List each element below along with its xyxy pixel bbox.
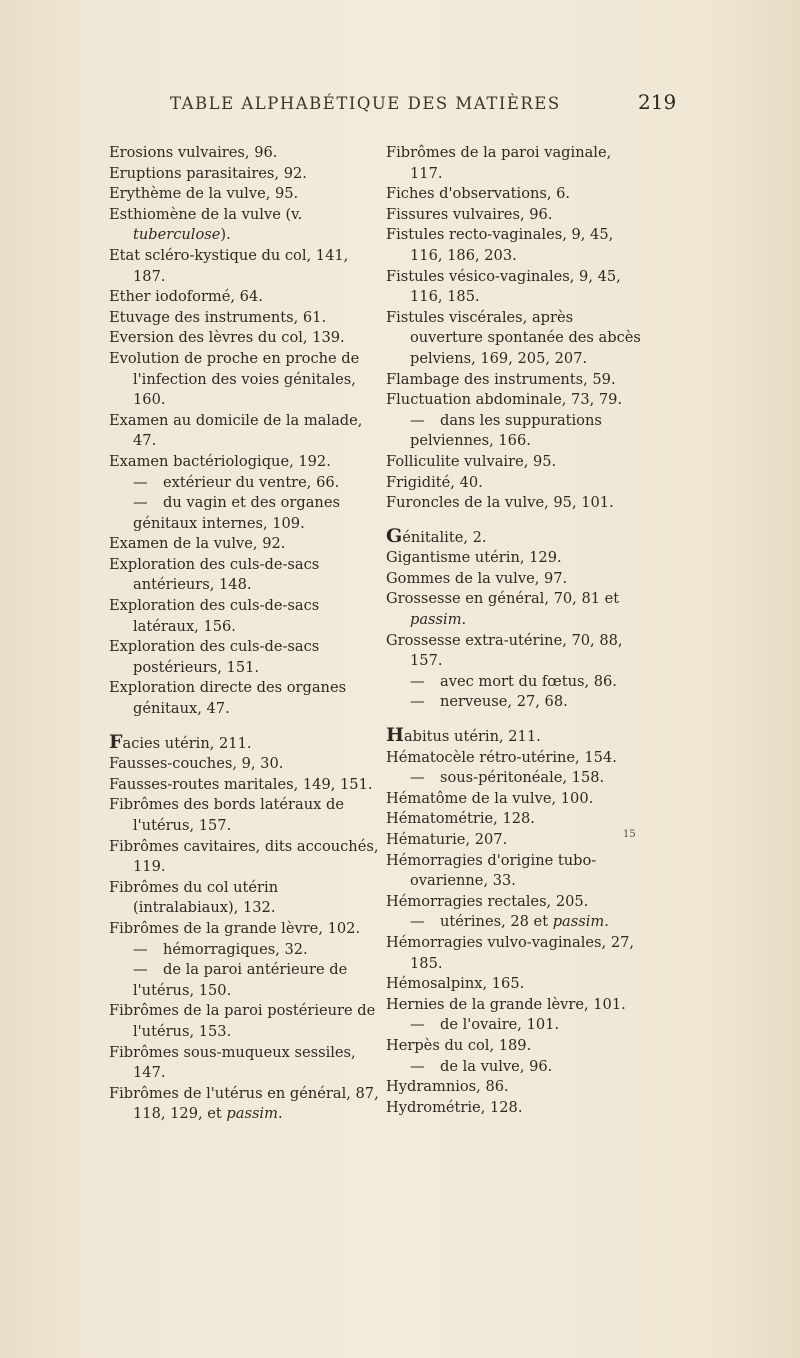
- index-subentry: [386, 672, 648, 693]
- index-entry: [386, 851, 648, 892]
- index-entry: [109, 1001, 384, 1042]
- index-entry: [386, 589, 648, 630]
- entry-text: avec mort du fœtus, 86.: [440, 672, 617, 690]
- index-subentry: [386, 1057, 648, 1078]
- page-number: 219: [638, 90, 677, 114]
- entry-italic: passim: [552, 913, 605, 931]
- index-entry: [109, 919, 384, 940]
- index-entry: [386, 892, 648, 913]
- entry-text-after: ).: [220, 226, 231, 244]
- index-entry: [109, 1084, 384, 1125]
- index-entry: [386, 1077, 648, 1098]
- entry-text: Gigantisme utérin, 129.: [386, 549, 562, 567]
- entry-text: Fibrômes de la paroi vaginale, 117.: [386, 144, 612, 182]
- running-header: TABLE ALPHABÉTIQUE DES MATIÈRES: [170, 94, 561, 113]
- entry-text: Fibrômes du col utérin (intralabiaux), 132.: [109, 878, 279, 917]
- index-entry: [109, 637, 384, 678]
- index-subentry: [386, 912, 648, 933]
- entry-text: Frigidité, 40.: [386, 473, 483, 491]
- entry-text: Examen au domicile de la malade, 47.: [109, 411, 363, 450]
- index-entry: [386, 205, 648, 226]
- entry-text: Grossesse extra-utérine, 70, 88, 157.: [386, 631, 623, 670]
- index-entry: [386, 789, 648, 810]
- index-entry: [109, 143, 384, 164]
- entry-text: Fistules vésico-vaginales, 9, 45, 116, 185.: [386, 267, 621, 306]
- index-subentry: [386, 768, 648, 789]
- index-subentry: [109, 473, 384, 494]
- section-initial: F: [109, 730, 123, 753]
- index-entry: [109, 555, 384, 596]
- index-column-right: [386, 143, 648, 1118]
- entry-text: Hématurie, 207.: [386, 831, 508, 848]
- entry-text: Etat scléro-kystique du col, 141, 187.: [109, 246, 349, 285]
- entry-text: Erythème de la vulve, 95.: [109, 185, 299, 203]
- index-entry: [386, 452, 648, 473]
- index-entry: [386, 748, 648, 769]
- entry-text: Exploration des culs-de-sacs latéraux, 156.: [109, 597, 320, 635]
- entry-text: Hernies de la grande lèvre, 101.: [386, 995, 626, 1013]
- entry-italic: passim: [226, 1105, 278, 1123]
- entry-text: de la paroi antérieure de l'utérus, 150.: [133, 961, 348, 999]
- entry-text: Hémorragies rectales, 205.: [386, 892, 589, 910]
- index-entry: [386, 995, 648, 1016]
- entry-text: du vagin et des organes génitaux internes, 109.: [133, 494, 340, 532]
- entry-text: Fissures vulvaires, 96.: [386, 205, 553, 223]
- entry-text: Hématocèle rétro-utérine, 154.: [386, 748, 617, 766]
- entry-text: Fibrômes sous-muqueux sessiles, 147.: [109, 1043, 356, 1082]
- entry-text: Fausses-routes maritales, 149, 151.: [109, 775, 373, 793]
- index-entry: [109, 754, 384, 775]
- entry-dash: —: [133, 940, 148, 958]
- entry-text: nerveuse, 27, 68.: [440, 693, 568, 711]
- entry-text: de l'ovaire, 101.: [440, 1016, 560, 1034]
- index-entry: [386, 225, 648, 266]
- entry-text: énitalite, 2.: [402, 528, 487, 546]
- index-subentry: [109, 493, 384, 534]
- section-initial: H: [386, 724, 404, 747]
- index-entry: [386, 631, 648, 672]
- index-entry: [386, 184, 648, 205]
- entry-text: Erosions vulvaires, 96.: [109, 144, 278, 161]
- entry-dash: —: [410, 913, 425, 931]
- index-entry: [109, 732, 384, 755]
- entry-dash: —: [133, 961, 148, 979]
- index-entry: [109, 452, 384, 473]
- entry-text: Hydramnios, 86.: [386, 1078, 509, 1096]
- index-entry: [109, 1043, 384, 1084]
- index-subentry: [386, 692, 648, 713]
- index-entry: [386, 308, 648, 370]
- index-column-left: [109, 143, 384, 1125]
- entry-text: Fibrômes de la paroi postérieure de l'utérus, 153.: [109, 1002, 376, 1040]
- entry-text: Esthiomène de la vulve (v.: [109, 205, 303, 223]
- index-entry: [386, 1036, 648, 1057]
- index-entry: [386, 390, 648, 411]
- entry-text: Hémosalpinx, 165.: [386, 975, 525, 993]
- entry-dash: —: [133, 473, 148, 491]
- index-subentry: [109, 960, 384, 1001]
- entry-dash: —: [410, 693, 425, 711]
- entry-dash: —: [410, 769, 425, 787]
- index-entry: [109, 878, 384, 919]
- entry-dash: —: [133, 494, 148, 512]
- index-entry: [386, 473, 648, 494]
- printer-signature: 15: [623, 829, 636, 840]
- entry-text: Fibrômes cavitaires, dits accouchés, 119.: [109, 837, 379, 876]
- index-entry: [109, 328, 384, 349]
- entry-text-after: .: [461, 611, 467, 629]
- index-entry: [109, 596, 384, 637]
- entry-text: de la vulve, 96.: [440, 1057, 553, 1075]
- index-entry: [109, 308, 384, 329]
- index-entry: [386, 1098, 648, 1119]
- entry-text: extérieur du ventre, 66.: [163, 473, 340, 491]
- index-entry: [386, 526, 648, 549]
- entry-dash: —: [410, 672, 425, 690]
- index-entry: [386, 267, 648, 308]
- index-entry: [386, 830, 648, 851]
- index-entry: [109, 246, 384, 287]
- entry-text: Folliculite vulvaire, 95.: [386, 452, 557, 470]
- entry-text: Gommes de la vulve, 97.: [386, 569, 568, 587]
- index-entry: [386, 809, 648, 830]
- index-entry: [109, 205, 384, 246]
- index-entry: [109, 795, 384, 836]
- entry-text: Fibrômes de la grande lèvre, 102.: [109, 919, 361, 937]
- entry-text: Exploration des culs-de-sacs postérieurs, 151.: [109, 638, 320, 676]
- index-subentry: [386, 411, 648, 452]
- index-entry: [109, 534, 384, 555]
- index-entry: [386, 548, 648, 569]
- entry-text: Fibrômes des bords latéraux de l'utérus, 157.: [109, 796, 344, 834]
- entry-text: hémorragiques, 32.: [163, 940, 308, 958]
- entry-text: Hémorragies vulvo-vaginales, 27, 185.: [386, 933, 635, 972]
- entry-text: Etuvage des instruments, 61.: [109, 308, 327, 326]
- entry-dash: —: [410, 411, 425, 429]
- index-entry: [386, 725, 648, 748]
- entry-text: Examen bactériologique, 192.: [109, 452, 331, 470]
- entry-text: Flambage des instruments, 59.: [386, 370, 616, 388]
- index-entry: [109, 411, 384, 452]
- index-entry: [109, 287, 384, 308]
- entry-text-after: .: [277, 1105, 283, 1123]
- index-entry: [386, 974, 648, 995]
- entry-text: Furoncles de la vulve, 95, 101.: [386, 494, 614, 512]
- index-entry: [109, 775, 384, 796]
- entry-text: Herpès du col, 189.: [386, 1036, 532, 1054]
- index-entry: [109, 678, 384, 719]
- entry-text: Fluctuation abdominale, 73, 79.: [386, 391, 623, 409]
- entry-text: acies utérin, 211.: [122, 734, 252, 752]
- index-entry: [109, 164, 384, 185]
- entry-text: Hydrométrie, 128.: [386, 1098, 523, 1116]
- index-entry: [386, 370, 648, 391]
- entry-text: Exploration des culs-de-sacs antérieurs, 148.: [109, 555, 320, 594]
- index-subentry: [386, 1015, 648, 1036]
- section-initial: G: [386, 524, 403, 547]
- entry-text: Evolution de proche en proche de l'infection des voies génitales, 160.: [109, 349, 360, 409]
- index-entry: [386, 493, 648, 514]
- entry-text: Fistules recto-vaginales, 9, 45, 116, 186, 203.: [386, 226, 614, 264]
- index-entry: [109, 184, 384, 205]
- entry-text: Fistules viscérales, après ouverture spontanée des abcès pelviens, 169, 205, 207.: [386, 308, 641, 367]
- entry-dash: —: [410, 1057, 425, 1075]
- entry-text: Fausses-couches, 9, 30.: [109, 755, 284, 773]
- entry-text: abitus utérin, 211.: [403, 728, 541, 746]
- entry-dash: —: [410, 1016, 425, 1034]
- index-entry: [109, 837, 384, 878]
- index-entry: [109, 349, 384, 411]
- entry-text: Hématométrie, 128.: [386, 810, 535, 828]
- index-entry: [386, 933, 648, 974]
- entry-text: Examen de la vulve, 92.: [109, 535, 286, 553]
- entry-text: dans les suppurations pelviennes, 166.: [410, 411, 602, 450]
- entry-text: utérines, 28 et: [440, 913, 553, 931]
- entry-text: Ether iodoformé, 64.: [109, 288, 263, 306]
- index-subentry: [109, 940, 384, 961]
- entry-text: Eversion des lèvres du col, 139.: [109, 329, 345, 347]
- entry-text: Eruptions parasitaires, 92.: [109, 164, 307, 182]
- index-entry: [386, 143, 648, 184]
- entry-text: Hématôme de la vulve, 100.: [386, 789, 594, 807]
- entry-text: Fibrômes de l'utérus en général, 87, 118, 129, et: [109, 1084, 379, 1123]
- entry-italic: tuberculose: [133, 226, 221, 244]
- index-entry: [386, 569, 648, 590]
- entry-text: Exploration directe des organes génitaux, 47.: [109, 679, 347, 718]
- entry-text-after: .: [604, 913, 609, 931]
- entry-text: Hémorragies d'origine tubo-ovarienne, 33.: [386, 851, 597, 890]
- entry-italic: passim: [410, 611, 462, 629]
- entry-text: sous-péritonéale, 158.: [440, 769, 605, 787]
- entry-text: Grossesse en général, 70, 81 et: [386, 590, 620, 608]
- entry-text: Fiches d'observations, 6.: [386, 185, 571, 203]
